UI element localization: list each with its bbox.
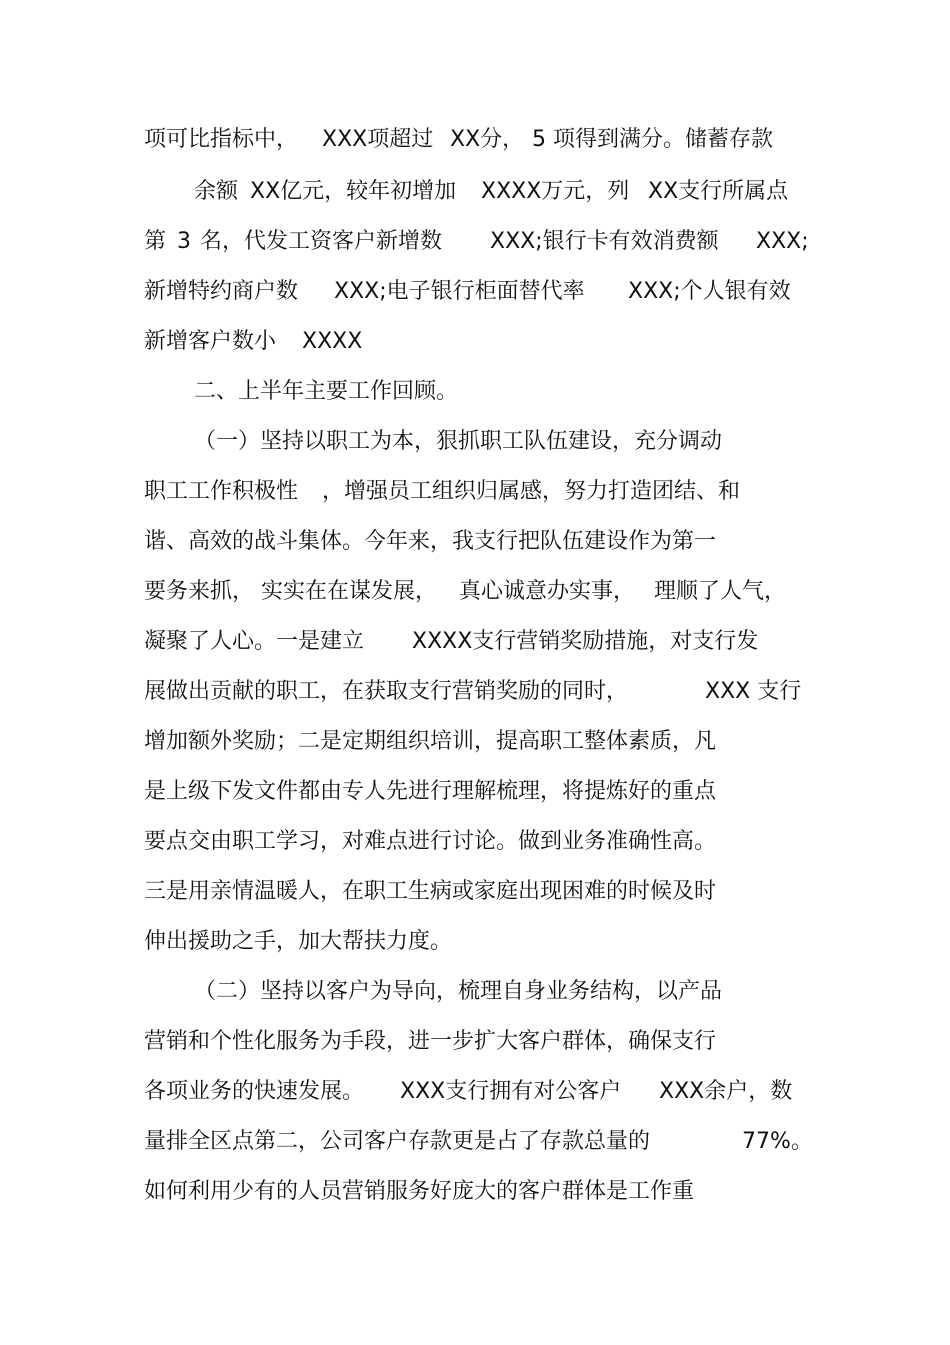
section-heading xyxy=(0,372,950,412)
text-segment: 是上级下发文件都由专人先进行理解梳理，将提炼好的重点 xyxy=(144,779,717,804)
text-segment: 营销和个性化服务为手段，进一步扩大客户群体，确保支行 xyxy=(144,1029,717,1054)
text-segment: 凝聚了人心。一是建立 xyxy=(144,629,365,654)
text-segment: 理顺了人气， xyxy=(654,579,787,604)
text-line xyxy=(0,322,950,362)
text-segment: 真心诚意办实事， xyxy=(459,579,636,604)
text-segment: 量排全区点第二，公司客户存款更是占了存款总量的 xyxy=(144,1129,651,1154)
text-segment: 如何利用少有的人员营销服务好庞大的客户群体是工作重 xyxy=(144,1179,695,1204)
text-line xyxy=(0,572,950,612)
text-line xyxy=(0,772,950,812)
text-line xyxy=(0,872,950,912)
text-segment: 名，代发工资客户新增数 xyxy=(200,229,443,254)
text-segment: XXX 支行 xyxy=(705,679,802,704)
text-segment: XXX; xyxy=(756,229,809,254)
text-segment: XXXX万元，列 xyxy=(481,179,630,204)
text-segment: XXX项超过 xyxy=(322,127,434,152)
text-segment: 要务来抓， xyxy=(144,579,255,604)
text-segment: XX分， xyxy=(450,127,525,152)
text-segment: 要点交由职工学习，对难点进行讨论。做到业务准确性高。 xyxy=(144,829,717,854)
text-segment: ，增强员工组织归属感，努力打造团结、和 xyxy=(322,479,741,504)
text-segment: 职工工作积极性 xyxy=(144,479,299,504)
text-line xyxy=(0,672,950,712)
text-segment: 3 xyxy=(177,229,191,254)
text-segment: 77%。 xyxy=(742,1129,813,1154)
text-segment: 5 项得到满分。储蓄存款 xyxy=(532,127,773,152)
text-line xyxy=(0,822,950,862)
text-segment: XX支行所属点 xyxy=(648,179,789,204)
text-line xyxy=(0,1022,950,1062)
text-segment: 余额 xyxy=(194,179,239,204)
text-segment: XXX余户，数 xyxy=(659,1079,793,1104)
text-line xyxy=(0,472,950,512)
text-line xyxy=(0,972,950,1012)
text-segment: XXXX xyxy=(302,329,363,354)
text-segment: （一）坚持以职工为本，狠抓职工队伍建设，充分调动 xyxy=(194,429,723,454)
text-segment: 展做出贡献的职工，在获取支行营销奖励的同时， xyxy=(144,679,629,704)
text-segment: 谐、高效的战斗集体。今年来，我支行把队伍建设作为第一 xyxy=(144,529,717,554)
text-segment: （二）坚持以客户为导向，梳理自身业务结构，以产品 xyxy=(194,979,723,1004)
text-segment: 项可比指标中， xyxy=(144,127,299,152)
text-line xyxy=(0,622,950,662)
text-line xyxy=(0,422,950,462)
text-segment: XXX;银行卡有效消费额 xyxy=(490,229,719,254)
text-segment: XXX;电子银行柜面替代率 xyxy=(334,279,585,304)
text-line xyxy=(0,172,950,212)
text-segment: XXX;个人银有效 xyxy=(628,279,791,304)
text-segment: 二、上半年主要工作回顾。 xyxy=(194,379,459,404)
text-segment: 实实在在谋发展， xyxy=(261,579,438,604)
text-segment: XXX支行拥有对公客户 xyxy=(400,1079,622,1104)
text-segment: 增加额外奖励；二是定期组织培训，提高职工整体素质，凡 xyxy=(144,729,717,754)
text-line xyxy=(0,922,950,962)
text-segment: XX亿元，较年初增加 xyxy=(250,179,457,204)
text-line xyxy=(0,1072,950,1112)
text-segment: XXXX支行营销奖励措施，对支行发 xyxy=(412,629,759,654)
text-line xyxy=(0,120,950,160)
text-segment: 三是用亲情温暖人，在职工生病或家庭出现困难的时候及时 xyxy=(144,879,717,904)
text-segment: 新增特约商户数 xyxy=(144,279,299,304)
text-line xyxy=(0,1172,950,1212)
text-line xyxy=(0,272,950,312)
text-segment: 第 xyxy=(144,229,167,254)
text-line xyxy=(0,222,950,262)
text-line xyxy=(0,522,950,562)
text-segment: 新增客户数小 xyxy=(144,329,277,354)
text-segment: 各项业务的快速发展。 xyxy=(144,1079,365,1104)
text-segment: 伸出援助之手，加大帮扶力度。 xyxy=(144,929,453,954)
text-line xyxy=(0,1122,950,1162)
text-line xyxy=(0,722,950,762)
